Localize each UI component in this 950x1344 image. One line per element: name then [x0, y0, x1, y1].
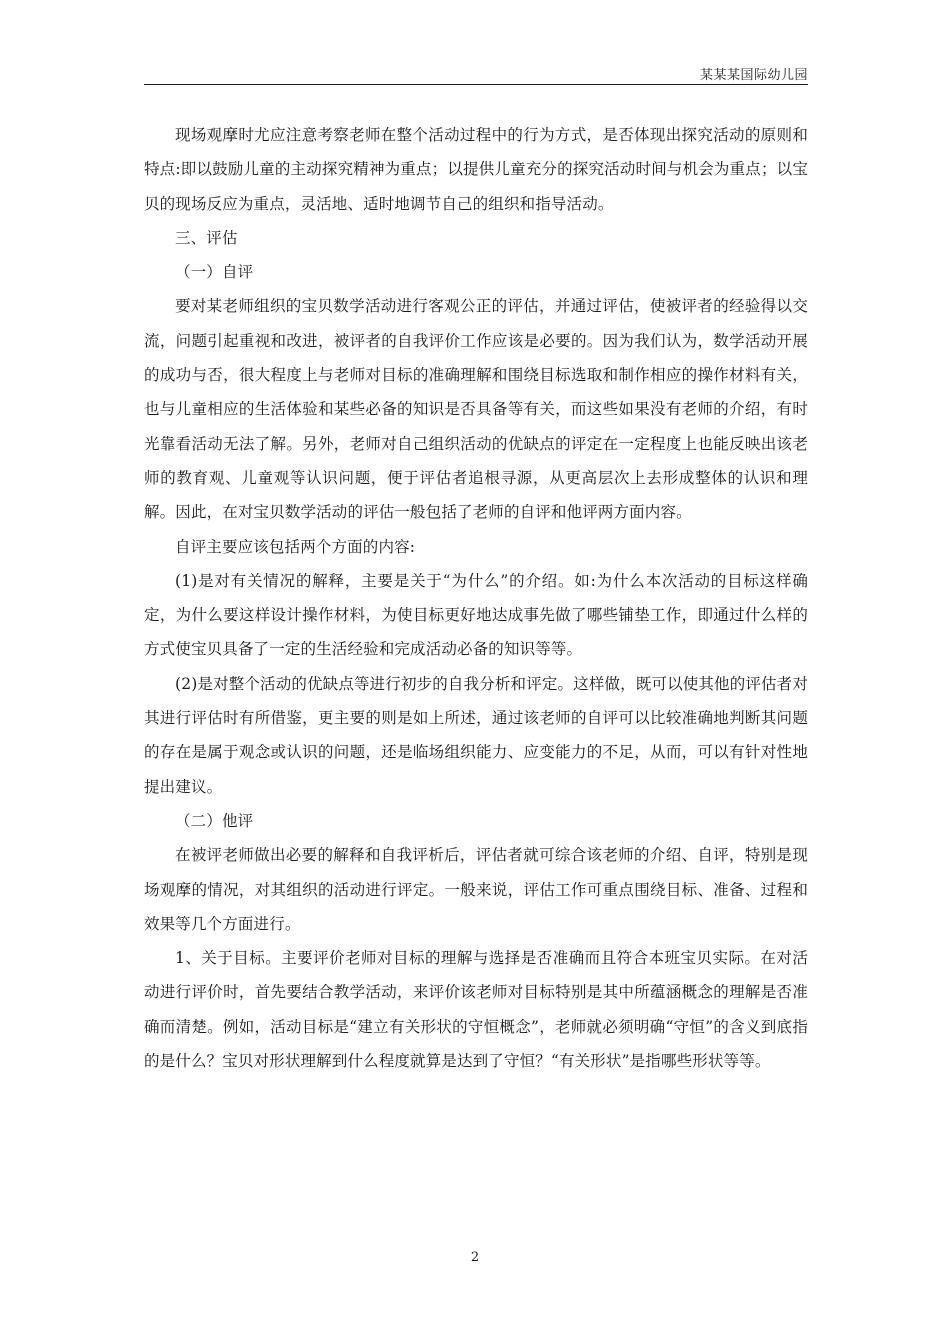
section-heading-evaluation: 三、评估: [175, 228, 238, 247]
paragraph-about-goals: 1、关于目标。主要评价老师对目标的理解与选择是否准确而且符合本班宝贝实际。在对活动进行评价时，首先要结合教学活动，来评价该老师对目标特别是其中所蕴涵概念的理解是否准确而清楚。例如，活动目标是“建立有关形状的守恒概念”，老师就必须明确“守恒”的含义到底指的是什么？宝贝对形状理解到什么程度就算是达到了守恒？“有关形状”是指哪些形状等等。: [144, 949, 808, 1071]
paragraph-aspect-1: (1)是对有关情况的解释，主要是关于“为什么”的介绍。如:为什么本次活动的目标这样确定，为什么要这样设计操作材料，为使目标更好地达成事先做了哪些铺垫工作，即通过什么样的方式使宝贝具备了一定的生活经验和完成活动必备的知识等等。: [144, 571, 808, 659]
paragraph-aspect-2: (2)是对整个活动的优缺点等进行初步的自我分析和评定。这样做，既可以使其他的评估者对其进行评估时有所借鉴，更主要的则是如上所述，通过该老师的自评可以比较准确地判断其问题的存在是属于观念或认识的问题，还是临场组织能力、应变能力的不足，从而，可以有针对性地提出建议。: [144, 674, 808, 796]
subsection-heading-self-evaluation: （一）自评: [175, 263, 254, 282]
paragraph-self-evaluation-aspects: 自评主要应该包括两个方面的内容:: [175, 537, 416, 556]
paragraph-observation: 现场观摩时尤应注意考察老师在整个活动过程中的行为方式，是否体现出探究活动的原则和特点:即以鼓励儿童的主动探究精神为重点；以提供儿童充分的探究活动时间与机会为重点；以宝贝的现场反应为重点，灵活地、适时地调节自己的组织和指导活动。: [144, 126, 808, 213]
page-header: [144, 60, 808, 85]
paragraph-peer-evaluation-intro: 在被评老师做出必要的解释和自我评析后，评估者就可综合该老师的介绍、自评，特别是现场观摩的情况，对其组织的活动进行评定。一般来说，评估工作可重点围绕目标、准备、过程和效果等几个方面进行。: [144, 846, 808, 933]
document-body: [144, 118, 808, 1078]
page-number: 2: [470, 1250, 480, 1265]
header-title: 某某某国际幼儿园: [699, 68, 808, 83]
paragraph-self-evaluation-intro: 要对某老师组织的宝贝数学活动进行客观公正的评估，并通过评估，使被评者的经验得以交流，问题引起重视和改进，被评者的自我评价工作应该是必要的。因为我们认为，数学活动开展的成功与否，很大程度上与老师对目标的准确理解和围绕目标选取和制作相应的操作材料有关，也与儿童相应的生活体验和某些必备的知识是否具备等有关，而这些如果没有老师的介绍，有时光靠看活动无法了解。另外，老师对自己组织活动的优缺点的评定在一定程度上也能反映出该老师的教育观、儿童观等认识问题，便于评估者追根寻源，从更高层次上去形成整体的认识和理解。因此，在对宝贝数学活动的评估一般包括了老师的自评和他评两方面内容。: [144, 297, 808, 522]
subsection-heading-peer-evaluation: （二）他评: [175, 811, 254, 830]
